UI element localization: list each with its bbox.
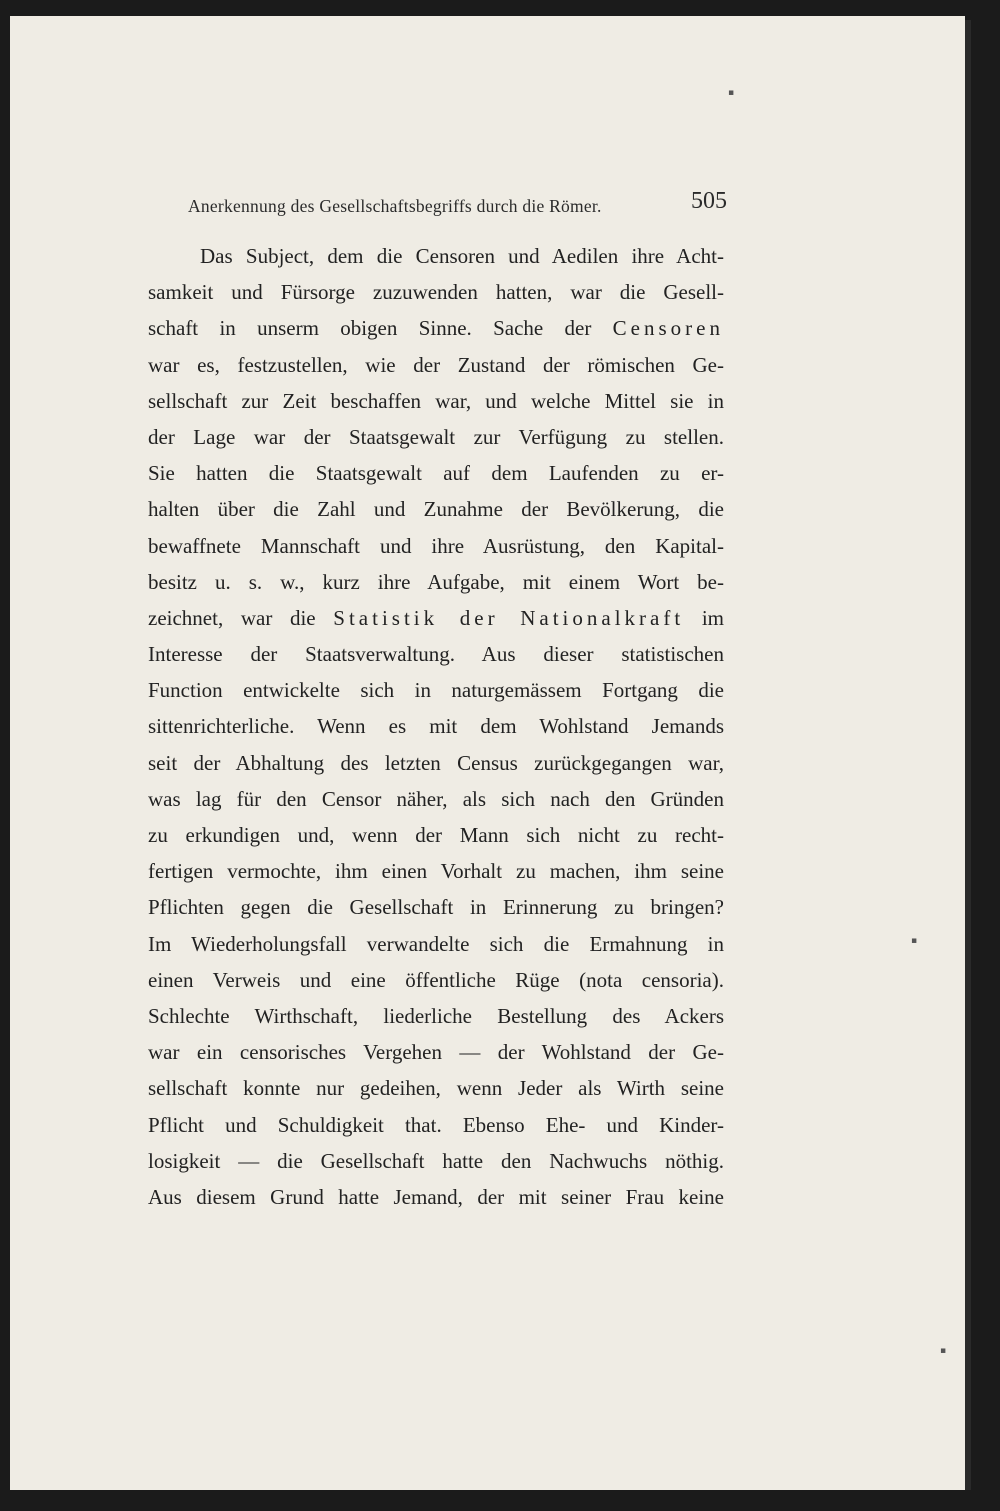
speck-mark: ▪: [940, 1346, 947, 1356]
page-number: 505: [691, 188, 727, 214]
text-line: samkeit und Fürsorge zuzuwenden hatten, war die Gesell-: [148, 280, 724, 305]
text-line: bewaffnete Mannschaft und ihre Ausrüstung, den Kapital-: [148, 533, 724, 558]
text-line: sittenrichterliche. Wenn es mit dem Wohlstand Jemands: [148, 714, 724, 739]
text-line: Das Subject, dem die Censoren und Aedilen ihre Acht-: [200, 244, 724, 268]
running-header: [188, 188, 733, 218]
text-line: Im Wiederholungsfall verwandelte sich die Ermahnung in: [148, 931, 724, 956]
text-line: Pflicht und Schuldigkeit that. Ebenso Ehe- und Kinder-: [148, 1112, 724, 1137]
speck-mark: ▪: [728, 88, 735, 98]
spaced-emphasis: Statistik der Nationalkraft: [333, 605, 685, 630]
text-line: sellschaft konnte nur gedeihen, wenn Jeder als Wirth seine: [148, 1076, 724, 1101]
text-line: schaft in unserm obigen Sinne. Sache der Censoren: [148, 316, 724, 341]
text-line: Aus diesem Grund hatte Jemand, der mit seiner Frau keine: [148, 1184, 724, 1209]
text-line: Pflichten gegen die Gesellschaft in Erinnerung zu bringen?: [148, 895, 724, 920]
running-title: Anerkennung des Gesellschaftsbegriffs durch die Römer.: [188, 196, 602, 216]
text-line: Function entwickelte sich in naturgemässem Fortgang die: [148, 678, 724, 703]
text-line: der Lage war der Staatsgewalt zur Verfügung zu stellen.: [148, 424, 724, 449]
text-line: seit der Abhaltung des letzten Census zurückgegangen war,: [148, 750, 724, 775]
text-line: zu erkundigen und, wenn der Mann sich nicht zu recht-: [148, 823, 724, 847]
text-line: einen Verweis und eine öffentliche Rüge (nota censoria).: [148, 967, 724, 992]
speck-mark: ▪: [911, 936, 918, 946]
text-line: besitz u. s. w., kurz ihre Aufgabe, mit einem Wort be-: [148, 569, 724, 594]
spaced-emphasis: Censoren: [612, 316, 724, 341]
text-line: zeichnet, war die Statistik der Nationalkraft im: [148, 605, 724, 630]
page-edge-shadow: [965, 20, 971, 1490]
text-line: halten über die Zahl und Zunahme der Bevölkerung, die: [148, 497, 724, 522]
body-text: [148, 238, 724, 1215]
text-line: war ein censorisches Vergehen — der Wohlstand der Ge-: [148, 1040, 724, 1065]
text-line: Schlechte Wirthschaft, liederliche Bestellung des Ackers: [148, 1003, 724, 1028]
text-line: was lag für den Censor näher, als sich nach den Gründen: [148, 786, 724, 811]
text-line: Sie hatten die Staatsgewalt auf dem Laufenden zu er-: [148, 461, 724, 486]
text-line: losigkeit — die Gesellschaft hatte den Nachwuchs nöthig.: [148, 1148, 724, 1173]
text-line: fertigen vermochte, ihm einen Vorhalt zu machen, ihm seine: [148, 859, 724, 884]
text-line: Interesse der Staatsverwaltung. Aus dieser statistischen: [148, 642, 724, 667]
text-line: war es, festzustellen, wie der Zustand der römischen Ge-: [148, 352, 724, 377]
text-line: sellschaft zur Zeit beschaffen war, und welche Mittel sie in: [148, 388, 724, 413]
